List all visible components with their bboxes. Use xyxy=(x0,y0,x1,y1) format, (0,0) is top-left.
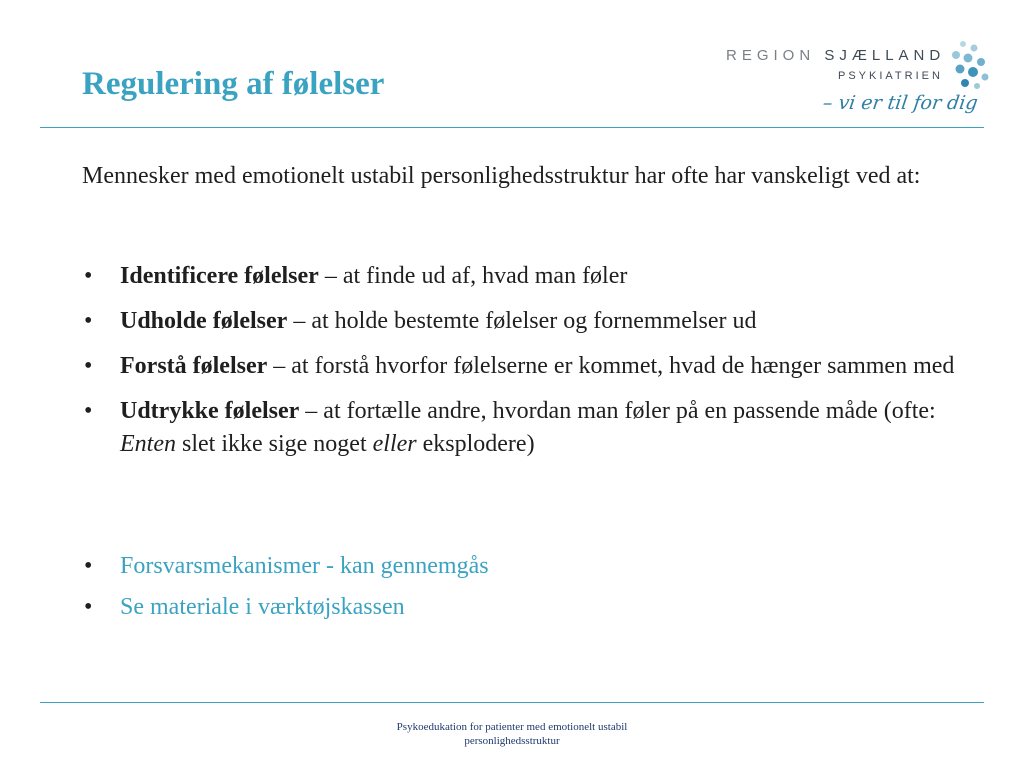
bullet-emphasis: Enten xyxy=(120,431,176,457)
logo-dots-icon xyxy=(948,40,992,104)
bullet-term: Forstå følelser xyxy=(120,353,268,379)
header-divider xyxy=(40,127,984,128)
list-item xyxy=(82,350,992,383)
link-list xyxy=(82,550,992,632)
bullet-term: Udtrykke følelser xyxy=(120,398,300,424)
list-item xyxy=(82,395,992,461)
bullet-term: Identificere følelser xyxy=(120,263,319,289)
footer-text: Psykoedukation for patienter med emotionelt ustabil personlighedsstruktur xyxy=(396,721,628,747)
intro-text: Mennesker med emotionelt ustabil personlighedsstruktur har ofte har vanskeligt ved at: xyxy=(82,163,921,189)
logo-tagline: – vi er til for dig xyxy=(821,92,980,114)
bullet-text: – at holde bestemte følelser og fornemmelser ud xyxy=(287,308,757,334)
bullet-text: eksplodere) xyxy=(416,431,535,457)
footer-divider xyxy=(40,702,984,703)
list-item xyxy=(82,260,992,293)
bullet-text: – at forstå hvorfor følelserne er kommet, hvad de hænger sammen med xyxy=(267,353,955,379)
bullet-text: slet ikke sige noget xyxy=(175,431,373,457)
bullet-emphasis: eller xyxy=(372,431,417,457)
link-toolbox-material[interactable]: • Se materiale i værktøjskassen xyxy=(82,591,992,624)
logo-name: SJÆLLAND xyxy=(824,47,946,64)
logo-region: REGION xyxy=(726,47,816,64)
region-sjaelland-logo xyxy=(720,40,990,130)
logo-unit: PSYKIATRIEN xyxy=(838,70,943,82)
bullet-text: – at fortælle andre, hvordan man føler på en passende måde (ofte: xyxy=(299,398,936,424)
bullet-text: – at finde ud af, hvad man føler xyxy=(318,263,628,289)
list-item xyxy=(82,305,992,338)
logo-wordmark xyxy=(726,47,945,64)
link-defense-mechanisms[interactable]: • Forsvarsmekanismer - kan gennemgås xyxy=(82,550,992,583)
slide-title: Regulering af følelser xyxy=(82,66,385,102)
bullet-list xyxy=(82,260,992,473)
bullet-term: Udholde følelser xyxy=(120,308,288,334)
